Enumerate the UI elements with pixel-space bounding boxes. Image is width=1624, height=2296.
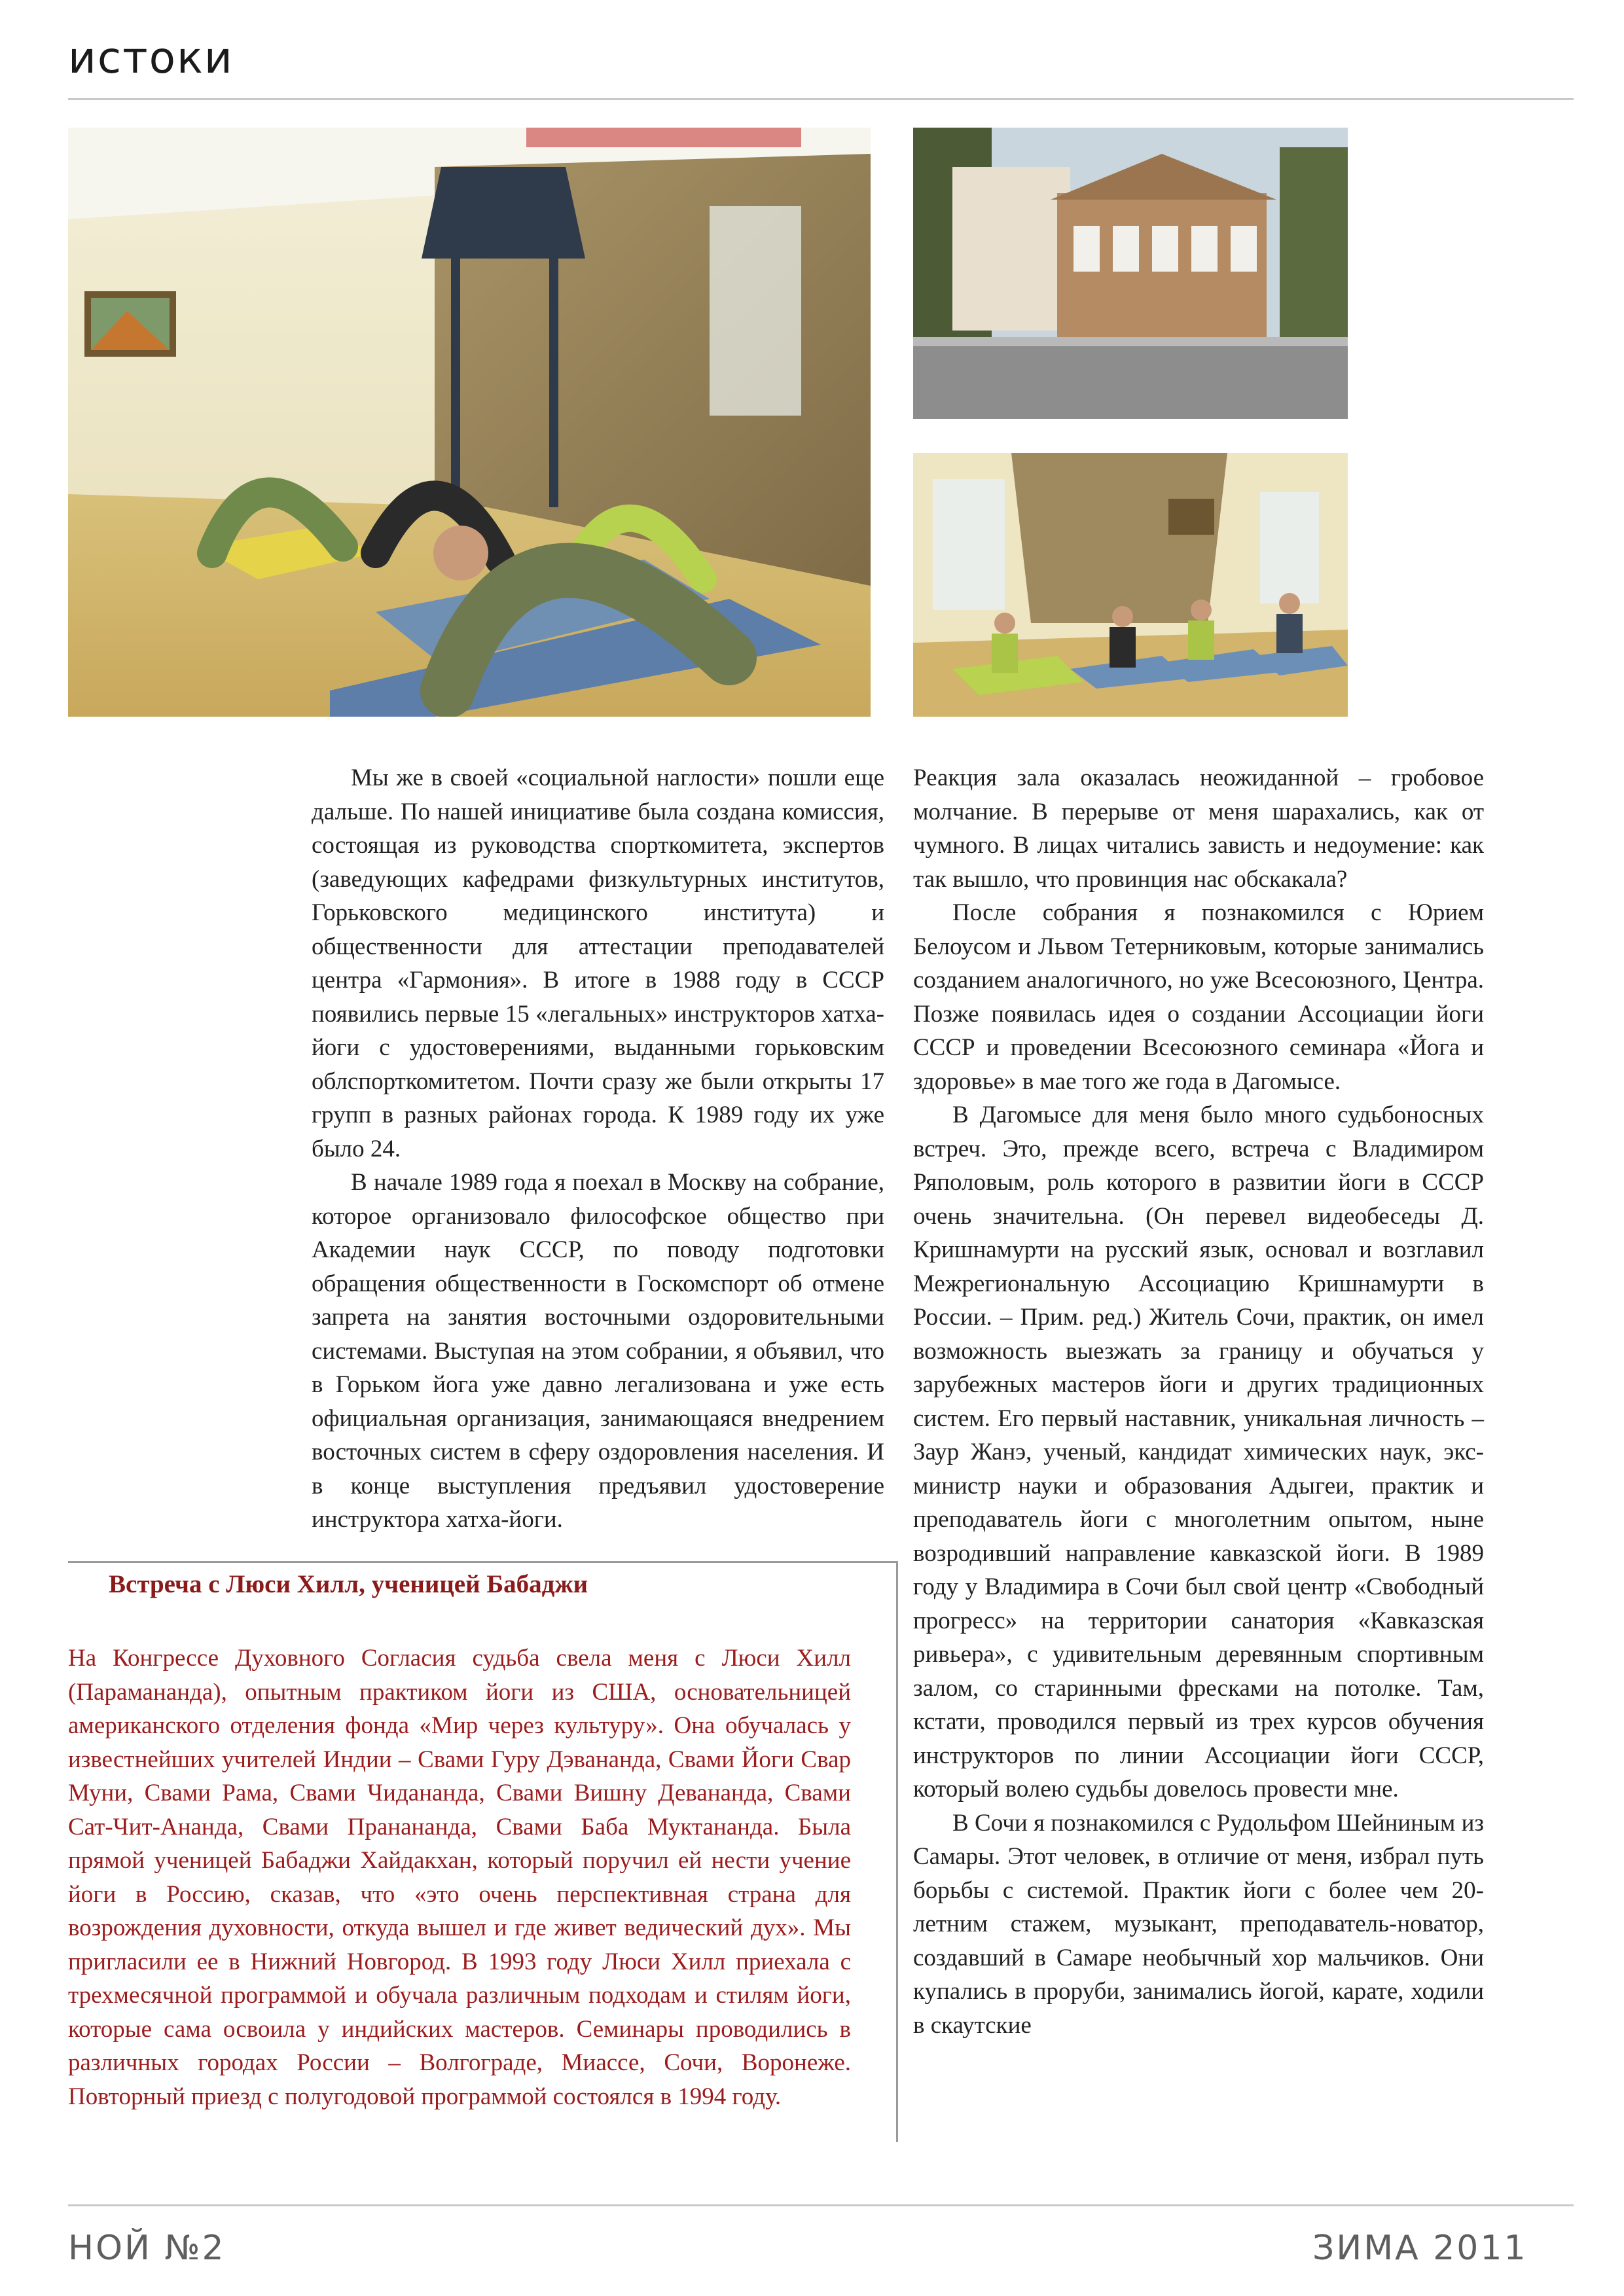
wooden-house-photo bbox=[913, 128, 1348, 419]
footer-magazine: НОЙ №2 bbox=[68, 2229, 226, 2268]
paragraph: Мы же в своей «социальной наглости» пошли еще дальше. По нашей инициативе была создана комиссия, состоящая из руководства спорткомитета, экспертов (заведующих кафедрами физкультурных институтов, Горьковского медицинского института) и общественности для аттестации преподавателей центра «Гармония». В итоге в 1988 году в СССР появились первые 15 «легальных» инструкторов хатха-йоги с удостоверениями, выданными горьковским облспорткомитетом. Почти сразу же были открыты 17 групп в разных районах города. К 1989 году их уже было 24. bbox=[312, 764, 884, 1162]
paragraph: Реакция зала оказалась неожиданной – гробовое молчание. В перерыве от меня шарахались, как от чумного. В лицах читались зависть и недоумение: как так вышло, что провинция нас обскакала? bbox=[913, 764, 1484, 893]
sidebar-body: На Конгрессе Духовного Согласия судьба свела меня с Люси Хилл (Парамананда), опытным практиком йоги из США, основательницей американского отделения фонда «Мир через культуру». Она обучалась у известнейших учителей Индии – Свами Гуру Дэвананда, Свами Йоги Свар Муни, Свами Рама, Свами Чидананда, Свами Вишну Девананда, Свами Сат-Чит-Ананда, Свами Пранананда, Свами Баба Муктананда. Была прямой ученицей Бабаджи Хайдакхан, который поручил ей нести учение йоги в Россию, сказав, что «это очень перспективная страна для возрождения духовности, откуда вышел и где живет ведический дух». Мы пригласили ее в Нижний Новгород. В 1993 году Люси Хилл приехала с трехмесячной программой и обучала различным подходам и стилям йоги, которые сама освоила у индийских мастеров. Семинары проводились в различных городах России – Волгограде, Миассе, Сочи, Воронеже. Повторный приезд с полугодовой программой состоялся в 1994 году. bbox=[68, 1645, 851, 2110]
paragraph: В Дагомысе для меня было много судьбоносных встреч. Это, прежде всего, встреча с Владимиром Ряполовым, роль которого в развитии йоги в СССР очень значительна. (Он перевел видеобеседы Д. Кришнамурти на русский язык, основал и возглавил Межрегиональную Ассоциацию Кришнамурти в России. – Прим. ред.) Житель Сочи, практик, он имел возможность выезжать за границу и обучаться у зарубежных мастеров йоги и других традиционных систем. Его первый наставник, уникальная личность – Заур Жанэ, ученый, кандидат химических наук, экс-министр науки и образования Адыгеи, практик и преподаватель йоги с многолетним опытом, ныне возродивший направление кавказской йоги. В 1989 году у Владимира в Сочи был свой центр «Свободный прогресс» на территории санатория «Кавказская ривьера», с удивительным деревянным спортивным залом, со старинными фресками на потолке. Там, кстати, проводился первый из трех курсов обучения инструкторов по линии Ассоциации йоги СССР, который волею судьбы довелось провести мне. bbox=[913, 1102, 1484, 1803]
paragraph: После собрания я познакомился с Юрием Белоусом и Львом Тетерниковым, которые занимались созданием аналогичного, но уже Всесоюзного, Центра. Позже появилась идея о создании Ассоциации йоги СССР и проведении Всесоюзного семинара «Йога и здоровье» в мае того же года в Дагомысе. bbox=[913, 899, 1484, 1095]
yoga-class-photo bbox=[68, 128, 871, 717]
left-column-text bbox=[312, 761, 884, 1537]
footer-rule bbox=[68, 2204, 1574, 2206]
paragraph: В начале 1989 года я поехал в Москву на собрание, которое организовало философское общество при Академии наук СССР, по поводу подготовки обращения общественности в Госкомспорт об отмене запрета на занятия восточными оздоровительными системами. Выступая на этом собрании, я объявил, что в Горьком йога уже давно легализована и уже есть официальная организация, занимающаяся внедрением восточных систем в сферу оздоровления населения. И в конце выступления предъявил удостоверение инструктора хатха-йоги. bbox=[312, 1169, 884, 1533]
sidebar-title: Встреча с Люси Хилл, ученицей Бабаджи bbox=[109, 1570, 588, 1598]
header-rule bbox=[68, 98, 1574, 100]
footer-issue-date: ЗИМА 2011 bbox=[1312, 2229, 1528, 2268]
right-column-text bbox=[913, 761, 1484, 2042]
paragraph: В Сочи я познакомился с Рудольфом Шейниным из Самары. Этот человек, в отличие от меня, избрал путь борьбы с системой. Практик йоги с более чем 20-летним стажем, музыкант, преподаватель-новатор, создавший в Самаре необычный хор мальчиков. Они купались в проруби, занимались йогой, карате, ходили в скаутские bbox=[913, 1809, 1484, 2039]
section-title: истоки bbox=[68, 33, 234, 83]
yoga-meditation-photo bbox=[913, 453, 1348, 717]
